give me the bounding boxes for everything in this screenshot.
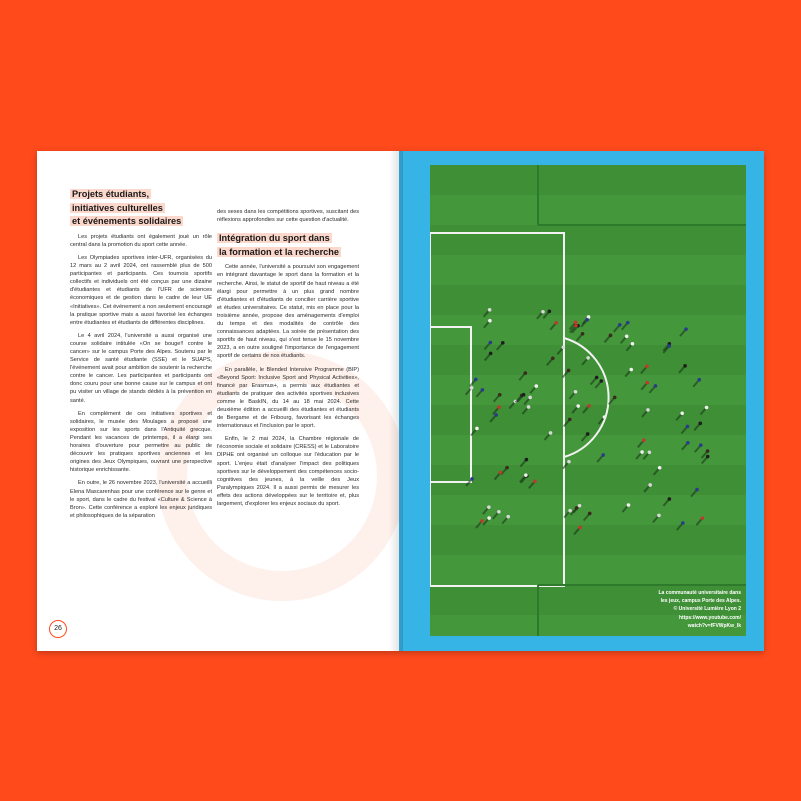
section-heading-sport-integration <box>217 232 359 259</box>
player <box>684 327 688 331</box>
player <box>525 458 529 462</box>
player <box>480 519 484 523</box>
player <box>686 441 690 445</box>
column-left <box>70 186 212 525</box>
player <box>695 488 699 492</box>
player <box>681 521 685 525</box>
player <box>497 405 501 409</box>
right-page <box>399 151 764 651</box>
player <box>646 381 650 385</box>
player <box>705 406 709 410</box>
player <box>668 497 672 501</box>
player <box>498 393 502 397</box>
paragraph: En outre, le 26 novembre 2023, l'université a accueilli Elena Mascarenhas pour une conférence sur le genre et le sport, dans le cadre du festival «Culture & Science à Bron». Cette conférence a exploré les enjeux juridiques et philosophiques de la séparation <box>70 480 212 519</box>
player <box>488 319 492 323</box>
player <box>487 516 491 520</box>
heading-line: Projets étudiants, <box>72 189 150 199</box>
player <box>527 405 531 409</box>
player <box>613 396 617 400</box>
column-right <box>217 208 359 513</box>
player <box>698 422 702 426</box>
player <box>568 509 572 513</box>
player <box>506 515 510 519</box>
player <box>658 466 662 470</box>
player <box>680 411 684 415</box>
player <box>489 352 493 356</box>
player <box>475 427 479 431</box>
player <box>562 345 566 349</box>
heading-line: Intégration du sport dans <box>219 233 330 244</box>
player <box>706 449 710 453</box>
player <box>528 396 532 400</box>
paragraph: Enfin, le 2 mai 2024, la Chambre régionale de l'économie sociale et solidaire (CRESS) et le Laboratoire DIPHE ont organisé un colloque sur l'éducation par le sport. L'enjeu était d'analyser l'impact des politiques sportives sur le développement des compétences socio-cognitives des jeunes, à la veille des Jeux Paralympiques 2024. Il a aussi permis de mesurer les effets des actions développées sur le territoire et, plus largement, d'explorer les enjeux sociaux du sport. <box>217 436 359 507</box>
paragraph: des sexes dans les compétitions sportives, suscitant des réflexions approfondies sur cette question d'actualité. <box>217 209 359 224</box>
player <box>646 408 650 412</box>
player <box>481 388 485 392</box>
player <box>625 334 629 338</box>
player <box>629 368 633 372</box>
player <box>603 415 607 419</box>
page-number: 26 <box>49 620 67 638</box>
player <box>494 413 498 417</box>
player <box>595 376 599 380</box>
player <box>581 332 585 336</box>
left-page <box>37 151 399 651</box>
player <box>586 432 590 436</box>
caption-link[interactable]: https://www.youtube.com/ <box>678 614 741 621</box>
section-heading-student-projects <box>70 188 212 229</box>
player <box>488 308 492 312</box>
photo-caption <box>617 589 741 630</box>
player <box>567 460 571 464</box>
player <box>470 386 474 390</box>
player <box>609 334 613 338</box>
paragraph: Le 4 avril 2024, l'université a aussi organisé une course solidaire intitulée «On se bouge!! contre le cancer» sur le campus Porte des Alpes. Soutenu par le Service de santé étudiante (SSE) et le SUAPS, l'événement avait pour ambition de soutenir la recherche contre le cancer. Les participantes et participants ont donc couru pour une bonne cause sur le campus et ont pu visiter un village de stands dédiés à la prévention en santé. <box>70 332 212 404</box>
player <box>686 425 690 429</box>
player <box>654 384 658 388</box>
player <box>657 514 661 518</box>
player <box>640 450 644 454</box>
player <box>505 466 509 470</box>
paragraph: En complément de ces initiatives sportives et solidaires, le musée des Moulages a proposé une exposition sur les sports dans l'Antiquité grecque. Pendant les vacances de printemps, il a élargi ses horaires d'ouverture pour permettre au public de découvrir les pratiques sportives anciennes et les origines des Jeux Olympiques, ouvrant une perspective historique enrichissante. <box>70 410 212 474</box>
aerial-football-pitch-photo <box>430 165 746 636</box>
player <box>631 342 635 346</box>
player <box>574 390 578 394</box>
player <box>567 369 571 373</box>
player <box>587 404 591 408</box>
player <box>706 455 710 459</box>
player <box>487 505 491 509</box>
player <box>499 471 503 475</box>
player <box>586 356 590 360</box>
paragraph: Les Olympiades sportives inter-UFR, organisées du 12 mars au 2 avril 2024, ont rassemblé plus de 500 participantes et participants. Ces tournois sportifs collectifs et individuels ont été conçus par une dizaine d'étudiantes et étudiants de l'UFR de sciences économiques et de gestion dans le cadre de leur UE «Initiatives». Cet événement a non seulement encouragé la pratique sportive mais a aussi favorisé les échanges entre étudiantes et étudiants de différentes disciplines. <box>70 254 212 326</box>
player <box>601 453 605 457</box>
player <box>645 365 649 369</box>
player <box>568 418 572 422</box>
player <box>470 477 474 481</box>
player <box>585 318 589 322</box>
heading-line: initiatives culturelles <box>72 202 163 213</box>
player <box>575 506 579 510</box>
player <box>642 439 646 443</box>
caption-line: © Université Lumière Lyon 2 <box>673 606 741 613</box>
player <box>534 384 538 388</box>
player <box>576 404 580 408</box>
paragraph: En parallèle, le Blended Intensive Programme (BIP) «Beyond Sport: Inclusive Sport and Physical Activities», financé par Erasmus+, a permis aux étudiantes et étudiants de pratiquer des activités sportives inclusives comme le BaskIN, du 14 au 18 mai 2024. Cette deuxième édition a accueilli des étudiantes et étudiants de Bergame et de Fribourg, favorisant les échanges internationaux et l'inclusion par le sport. <box>217 366 359 430</box>
heading-line: et événements solidaires <box>72 216 182 227</box>
player <box>548 310 552 314</box>
player <box>541 310 545 314</box>
player <box>523 371 527 375</box>
player <box>578 526 582 530</box>
player <box>683 364 687 368</box>
player <box>554 321 558 325</box>
player <box>599 379 603 383</box>
paragraph: Les projets étudiants ont également joué un rôle central dans la promotion du sport cette année. <box>70 233 212 248</box>
caption-link[interactable]: watch?v=fFVWpKw_Ik <box>687 622 741 629</box>
player <box>549 431 553 435</box>
player <box>626 321 630 325</box>
player <box>578 504 582 508</box>
player <box>588 512 592 516</box>
player <box>697 378 701 382</box>
paragraph: Cette année, l'université a poursuivi son engagement en intégrant davantage le sport dans la formation et la recherche. Ainsi, le statut de sportif de haut niveau a été élargi pour permettre à un plus grand nombre d'étudiantes et d'étudiants de concilier carrière sportive et études universitaires. Ce statut, mis en place pour la troisième année, propose des aménagements d'emploi du temps et des modalités de contrôle des connaissances adaptées. La soirée de présentation des sportifs de haut niveau, qui s'est tenue le 15 novembre 2023, a en outre souligné l'importance de l'engagement sportif de certains de nos étudiants. <box>217 264 359 360</box>
player <box>522 393 526 397</box>
player <box>497 510 501 514</box>
player <box>648 450 652 454</box>
player <box>701 516 705 520</box>
magazine-spread <box>37 151 764 651</box>
player <box>667 344 671 348</box>
player <box>574 321 578 325</box>
caption-line: les jeux, campus Porte des Alpes. <box>660 598 741 605</box>
player <box>618 323 622 327</box>
heading-line: la formation et la recherche <box>219 246 339 257</box>
player <box>533 480 537 484</box>
caption-line: La communauté universitaire dans <box>658 590 741 596</box>
player <box>699 443 703 447</box>
player <box>524 473 528 477</box>
player <box>551 357 555 361</box>
player <box>501 341 505 345</box>
player <box>474 378 478 382</box>
player <box>489 341 493 345</box>
player <box>627 503 631 507</box>
player <box>648 483 652 487</box>
